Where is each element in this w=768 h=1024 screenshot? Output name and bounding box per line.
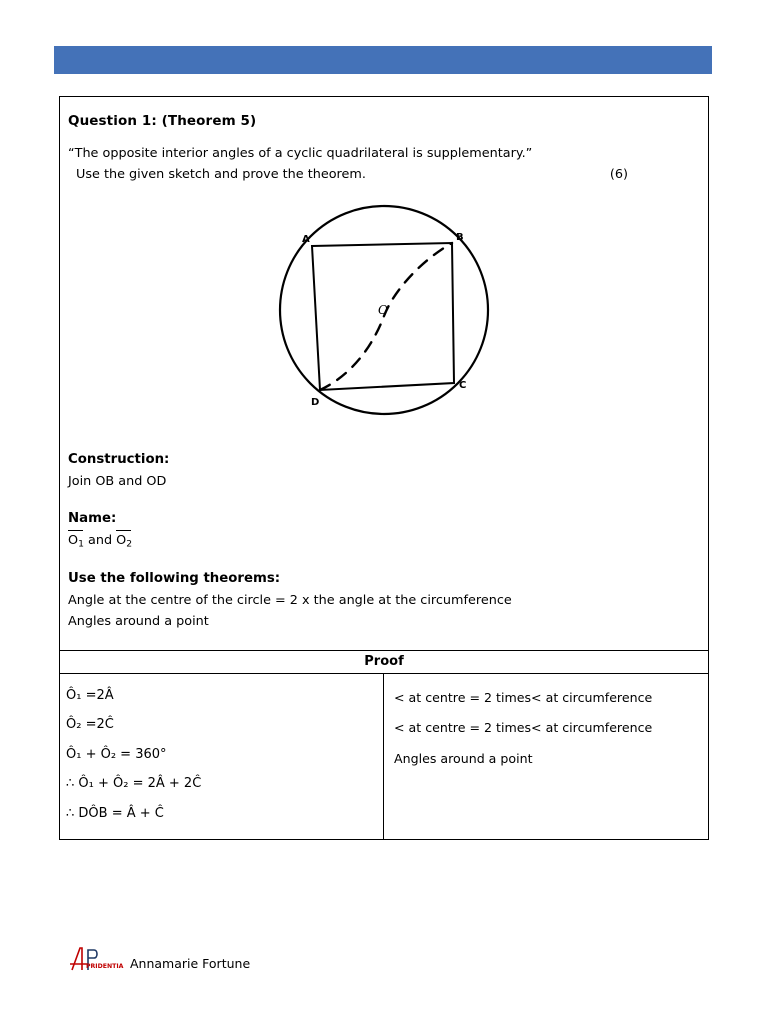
proof-reason: < at centre = 2 times< at circumference: [394, 720, 653, 736]
theorems-line-2: Angles around a point: [68, 614, 209, 630]
question-title: Question 1: (Theorem 5): [68, 113, 257, 129]
circle-quadrilateral-diagram: [254, 198, 514, 428]
label-A: A: [302, 234, 310, 246]
construction-heading: Construction:: [68, 452, 170, 468]
question-marks: (6): [609, 166, 628, 182]
label-C: C: [459, 380, 467, 392]
label-D: D: [311, 397, 320, 409]
pridentia-logo-icon: [68, 946, 126, 972]
header-band: [54, 46, 712, 74]
proof-table: [60, 674, 708, 840]
proof-statement: ∴ Ô₁ + Ô₂ = 2Â + 2Ĉ: [66, 776, 202, 792]
proof-statements-column: [60, 674, 384, 840]
theorems-line-1: Angle at the centre of the circle = 2 x the angle at the circumference: [68, 593, 512, 609]
angle-o2: $O_2$: [116, 533, 133, 550]
question-statement: “The opposite interior angles of a cyclic quadrilateral is supplementary.”: [68, 146, 533, 161]
construction-section: [60, 450, 708, 491]
logo-wordmark: PRIDENTIA: [86, 963, 124, 970]
proof-statement: Ô₁ + Ô₂ = 360°: [66, 746, 167, 762]
construction-body: Join OB and OD: [68, 474, 167, 490]
name-heading: Name:: [68, 511, 117, 527]
name-conjunction: and: [83, 533, 117, 549]
proof-reasons-column: [384, 674, 708, 840]
name-section: [60, 509, 708, 551]
question-instruction: Use the given sketch and prove the theorem.: [76, 166, 366, 182]
footer: [68, 946, 250, 972]
question-container: [59, 96, 709, 840]
angle-o1: $O_1$: [68, 533, 84, 550]
proof-reason: Angles around a point: [394, 751, 533, 767]
footer-author: Annamarie Fortune: [130, 956, 251, 971]
proof-statement: Ô₁ =2Â: [66, 687, 114, 703]
proof-statement: ∴ DÔB = Â + Ĉ: [66, 805, 164, 821]
geometry-figure: [60, 184, 708, 432]
label-O: O: [378, 303, 388, 318]
proof-reason: < at centre = 2 times< at circumference: [394, 689, 653, 705]
theorems-heading: Use the following theorems:: [68, 571, 281, 587]
theorems-section: [60, 569, 708, 631]
label-B: B: [456, 232, 464, 244]
proof-header: Proof: [60, 650, 708, 674]
name-body: [68, 531, 700, 551]
proof-statement: Ô₂ =2Ĉ: [66, 717, 114, 733]
